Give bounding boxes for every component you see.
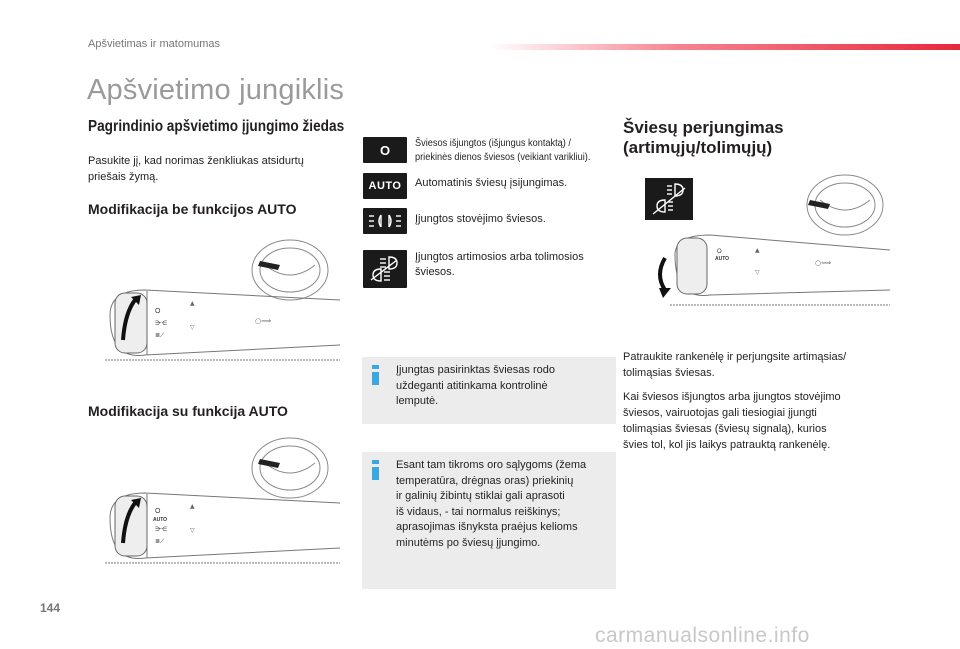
page-title: Apšvietimo jungiklis [87,74,345,106]
beam-switch-heading [623,118,784,158]
beam-switch-para-1 [623,349,846,381]
info2-line-5: aprasojimas išnyksta praėjus kelioms [396,521,578,533]
info-box-condensation [362,452,616,589]
svg-text:▲: ▲ [190,503,195,510]
info1-line-2: uždeganti atitinkama kontrolinė [396,379,548,392]
low-high-beam-icon [363,250,407,288]
svg-text:⋺⋲: ⋺⋲ [155,320,167,327]
intro-paragraph [88,153,304,185]
stalk-label-auto: AUTO [153,517,168,523]
right-para2-line4: švies tol, kol jis laikys patrauktą rankenėlę. [623,439,831,451]
parking-lights-glyph [367,212,403,230]
intro-line-1: Pasukite jį, kad norimas ženkliukas atsidurtų [88,155,304,167]
intro-line-2: priešais žymą. [88,171,159,183]
svg-text:⋺⋲: ⋺⋲ [155,526,167,533]
auto-lights-icon-label: AUTO [368,180,402,192]
info-icon-2 [372,460,379,480]
page-number: 144 [40,601,61,615]
info-text-1 [396,363,555,410]
beam-switch-heading-line1: Šviesų perjungimas [623,118,784,137]
watermark: carmanualsonline.info [595,624,810,647]
mod-without-auto-heading: Modifikacija be funkcijos AUTO [88,201,297,217]
svg-text:○⟹: ○⟹ [255,317,272,325]
header-accent-line [490,44,960,50]
svg-text:▽: ▽ [755,269,760,276]
right-para2-line3: tolimąsias šviesas (šviesų signalą), kurios [623,423,827,435]
lights-off-desc-line2: priekinės dienos šviesos (veikiant varikliui). [415,152,591,163]
mod-with-auto-heading: Modifikacija su funkcija AUTO [88,403,288,419]
low-high-beam-desc-line1: Įjungtos artimosios arba tolimosios [415,251,584,263]
svg-text:≣⟋: ≣⟋ [155,538,165,545]
parking-lights-desc: Įjungtos stovėjimo šviesos. [415,213,546,225]
svg-text:▽: ▽ [190,527,195,534]
info2-line-1: Esant tam tikroms oro sąlygoms (žema [396,459,587,471]
svg-text:▲: ▲ [190,300,195,307]
svg-text:≣⟋: ≣⟋ [155,332,165,339]
stalk-label-off-3: O [717,249,722,255]
low-high-beam-glyph [367,254,403,284]
info1-line-3: lemputė. [396,395,439,407]
lights-off-icon [363,137,407,163]
low-high-beam-desc [415,250,584,280]
svg-text:○⟹: ○⟹ [815,259,832,267]
lights-off-icon-label: O [379,142,391,158]
stalk-label-off-2: O [155,508,161,515]
info-icon [372,365,379,385]
lights-off-desc-line1: Šviesos išjungtos (išjungus kontaktą) / [415,138,571,149]
section-header: Apšvietimas ir matomumas [88,38,221,50]
auto-lights-desc: Automatinis šviesų įsijungimas. [415,177,568,189]
main-ring-heading: Pagrindinio apšvietimo įjungimo žiedas [88,118,345,135]
info2-line-3: ir galinių žibintų stiklai gali aprasoti [396,490,565,502]
info-text-2 [396,458,586,551]
low-high-beam-desc-line2: šviesos. [415,266,455,278]
stalk-illustration-auto [105,433,345,568]
info2-line-4: iš vidaus, - tai normalus reiškinys; [396,505,561,518]
right-para2-line1: Kai šviesos išjungtos arba įjungtos stovėjimo [623,391,841,403]
parking-lights-icon [363,208,407,234]
beam-switch-icon [645,178,693,220]
right-para1-line2: tolimąsias šviesas. [623,367,715,379]
svg-text:▲: ▲ [755,247,760,254]
auto-lights-icon [363,173,407,199]
stalk-illustration-no-auto [105,235,345,365]
beam-switch-heading-line2: (artimųjų/tolimųjų) [623,138,773,157]
beam-switch-para-2 [623,389,841,453]
right-para1-line1: Patraukite rankenėlę ir perjungsite artimąsias/ [623,351,847,363]
info1-line-1: Įjungtas pasirinktas šviesas rodo [396,364,555,376]
info-box-indicator [362,357,616,424]
stalk-label-auto-2: AUTO [715,256,730,262]
stalk-label-off: O [155,308,161,315]
beam-switch-illustration [645,170,895,310]
right-para2-line2: šviesos, vairuotojas gali tiesiogiai įjungti [623,407,817,419]
lights-off-desc [415,137,590,165]
info2-line-2: temperatūra, drėgnas oras) priekinių [396,474,574,487]
svg-text:▽: ▽ [190,324,195,331]
info2-line-6: minutėms po šviesų įjungimo. [396,536,541,549]
